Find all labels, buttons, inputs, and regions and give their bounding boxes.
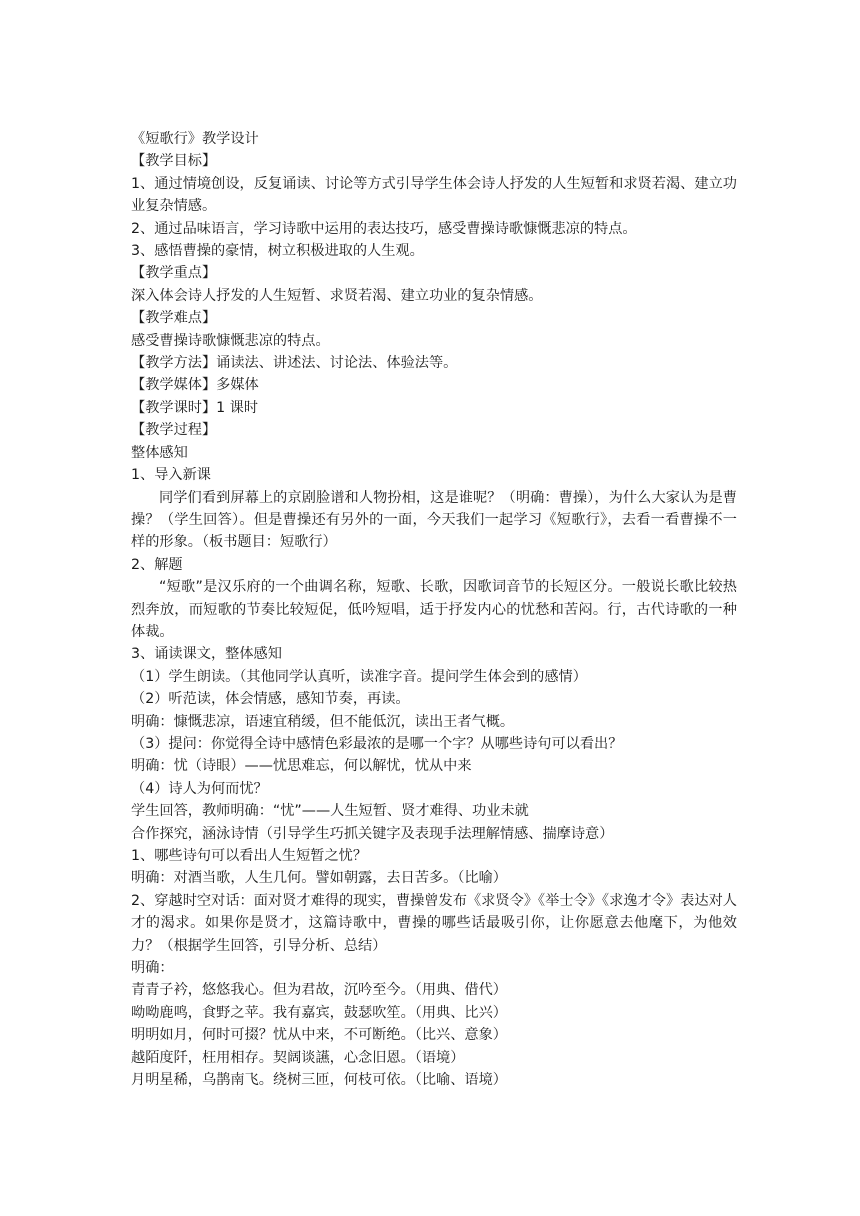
overall-perception: 整体感知 xyxy=(131,444,188,461)
reading-step-3: （3）提问：你觉得全诗中感情色彩最浓的是哪一个字？从哪些诗句可以看出？ xyxy=(131,735,623,752)
question-2: 2、穿越时空对话：面对贤才难得的现实，曹操曾发布《求贤令》《举士令》《求逸才令》表达对人才的渴求。如果你是贤才，这篇诗歌中，曹操的哪些话最吸引你，让你愿意去他麾下，为他效力？（根据学生回答，引导分析、总结） xyxy=(131,892,737,954)
verse-3: 明明如月，何时可掇？忧从中来，不可断绝。（比兴、意象） xyxy=(131,1027,507,1044)
question-2-answer-label: 明确： xyxy=(131,960,174,977)
section-2-title: 2、解题 xyxy=(131,556,183,573)
goal-1: 1、通过情境创设，反复诵读、讨论等方式引导学生体会诗人抒发的人生短暂和求贤若渴、建立功业复杂情感。 xyxy=(131,175,737,215)
media-line: 【教学媒体】多媒体 xyxy=(131,377,259,394)
section-3-title: 3、诵读课文，整体感知 xyxy=(131,646,282,663)
verse-5: 月明星稀，乌鹊南飞。绕树三匝，何枝可依。（比喻、语境） xyxy=(131,1072,507,1089)
goal-3: 3、感悟曹操的豪情，树立积极进取的人生观。 xyxy=(131,243,424,260)
section-1-text: 同学们看到屏幕上的京剧脸谱和人物扮相，这是谁呢？（明确：曹操），为什么大家认为是曹操？（学生回答）。但是曹操还有另外的一面，今天我们一起学习《短歌行》，去看一看曹操不一样的形象。（板书题目：短歌行） xyxy=(131,489,737,551)
cooperative-inquiry: 合作探究，涵泳诗情（引导学生巧抓关键字及表现手法理解情感、揣摩诗意） xyxy=(131,825,614,842)
difficulty-text: 感受曹操诗歌慷慨悲凉的特点。 xyxy=(131,332,330,349)
difficulty-heading: 【教学难点】 xyxy=(131,310,217,327)
method-line: 【教学方法】诵读法、讲述法、讨论法、体验法等。 xyxy=(131,355,458,372)
hours-line: 【教学课时】1 课时 xyxy=(131,399,259,416)
question-1: 1、哪些诗句可以看出人生短暂之忧？ xyxy=(131,848,368,864)
reading-step-2: （2）听范读，体会情感，感知节奏，再读。 xyxy=(131,691,410,708)
goal-2: 2、通过品味语言，学习诗歌中运用的表达技巧，感受曹操诗歌慷慨悲凉的特点。 xyxy=(131,220,637,237)
doc-title: 《短歌行》教学设计 xyxy=(131,131,259,147)
reading-step-4-answer: 学生回答，教师明确：“忧”——人生短暂、贤才难得、功业未就 xyxy=(131,803,529,820)
goals-heading: 【教学目标】 xyxy=(131,153,217,170)
process-heading: 【教学过程】 xyxy=(131,422,217,439)
reading-step-4: （4）诗人为何而忧？ xyxy=(131,780,268,797)
reading-step-3-answer: 明确：忧（诗眼）——忧思难忘，何以解忧，忧从中来 xyxy=(131,758,472,775)
key-text: 深入体会诗人抒发的人生短暂、求贤若渴、建立功业的复杂情感。 xyxy=(131,287,543,304)
question-1-answer: 明确：对酒当歌，人生几何。譬如朝露，去日苦多。（比喻） xyxy=(131,870,507,887)
key-heading: 【教学重点】 xyxy=(131,265,217,282)
document-page xyxy=(131,128,737,1091)
verse-4: 越陌度阡，枉用相存。契阔谈讌，心念旧恩。（语境） xyxy=(131,1049,465,1066)
section-1-title: 1、导入新课 xyxy=(131,467,211,484)
verse-2: 呦呦鹿鸣，食野之苹。我有嘉宾，鼓瑟吹笙。（用典、比兴） xyxy=(131,1004,507,1021)
reading-step-1: （1）学生朗读。（其他同学认真听，读准字音。提问学生体会到的感情） xyxy=(131,668,587,685)
reading-step-2-answer: 明确：慷慨悲凉，语速宜稍缓，但不能低沉，读出王者气概。 xyxy=(131,713,515,730)
verse-1: 青青子衿，悠悠我心。但为君故，沉吟至今。（用典、借代） xyxy=(131,982,507,999)
section-2-text: “短歌”是汉乐府的一个曲调名称，短歌、长歌，因歌词音节的长短区分。一般说长歌比较热烈奔放，而短歌的节奏比较短促，低吟短唱，适于抒发内心的忧愁和苦闷。行，古代诗歌的一种体裁。 xyxy=(131,579,737,640)
